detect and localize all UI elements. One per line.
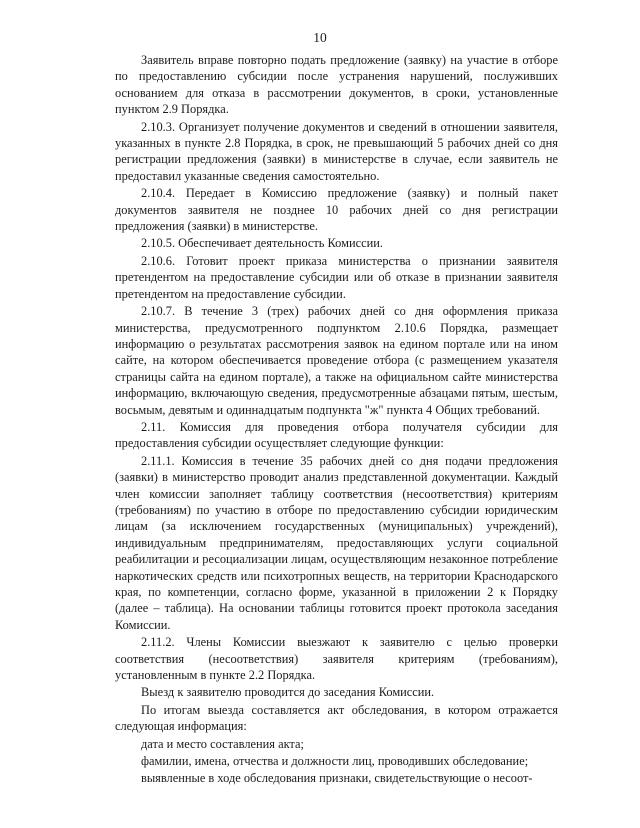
paragraph-2-11: 2.11. Комиссия для проведения отбора получателя субсидии для предоставления субсидии осуществляет следующие функции: — [115, 419, 558, 451]
paragraph-2-10-3: 2.10.3. Организует получение документов и сведений в отношении заявителя, указанных в пункте 2.8 Порядка, в срок, не превышающий 5 рабочих дней со дня регистрации предложения (заявки) в министерстве в случае, если заявитель не предоставил указанные сведения самостоятельно. — [115, 119, 558, 183]
paragraph-2-10-7: 2.10.7. В течение 3 (трех) рабочих дней со дня оформления приказа министерства, предусмотренного подпунктом 2.10.6 Порядка, размещает информацию о результатах рассмотрения заявок на едином портале или на ином сайте, на котором обеспечивается проведение отбора (с размещением указателя страницы сайта на едином портале), а также на официальном сайте министерства информацию, включающую сведения, предусмотренные абзацами пятым, шестым, восьмым, девятым и одиннадцатым подпункта "ж" пункта 4 Общих требований. — [115, 304, 558, 417]
document-body — [115, 52, 558, 788]
list-item-names: фамилии, имена, отчества и должности лиц, проводивших обследование; — [141, 754, 529, 769]
page-number: 10 — [313, 30, 327, 45]
list-item-signs: выявленные в ходе обследования признаки, свидетельствующие о несоот- — [141, 771, 533, 786]
paragraph-2-10-4: 2.10.4. Передает в Комиссию предложение (заявку) и полный пакет документов заявителя не позднее 10 рабочих дней со дня регистрации предложения (заявки) в министерстве. — [115, 186, 558, 234]
paragraph-2-11-1: 2.11.1. Комиссия в течение 35 рабочих дней со дня подачи предложения (заявки) в министерство проводит анализ представленной документации. Каждый член комиссии заполняет таблицу соответствия (несоответствия) критериям (требованиям) по участию в отборе по предоставлению субсидии юридическим лицам (за исключением государственных (муниципальных) учреждений), индивидуальным предпринимателям, предоставляющих услуги социальной реабилитации и ресоциализации лицам, осуществляющим незаконное потребление наркотических средств или психотропных веществ, на территории Краснодарского края, по компетенции, согласно форме, указанной в приложении 2 к Порядку (далее – таблица). На основании таблицы готовится проект протокола заседания Комиссии. — [115, 453, 558, 632]
paragraph-visit: Выезд к заявителю проводится до заседания Комиссии. — [141, 685, 435, 700]
paragraph-reapply: Заявитель вправе повторно подать предложение (заявку) на участие в отборе по предоставлению субсидии после устранения нарушений, послуживших основанием для отказа в рассмотрении документов, в сроки, установленные пунктом 2.9 Порядка. — [115, 53, 558, 117]
paragraph-2-10-5: 2.10.5. Обеспечивает деятельность Комиссии. — [141, 236, 383, 251]
paragraph-act: По итогам выезда составляется акт обследования, в котором отражается следующая информация: — [115, 702, 558, 734]
paragraph-2-11-2: 2.11.2. Члены Комиссии выезжают к заявителю с целью проверки соответствия (несоответствия) заявителя критериям (требованиям), установленным в пункте 2.2 Порядка. — [115, 635, 558, 683]
list-item-date-place: дата и место составления акта; — [141, 736, 304, 751]
paragraph-2-10-6: 2.10.6. Готовит проект приказа министерства о признании заявителя претендентом на предоставление субсидии или об отказе в признании заявителя претендентом на предоставление субсидии. — [115, 253, 558, 301]
